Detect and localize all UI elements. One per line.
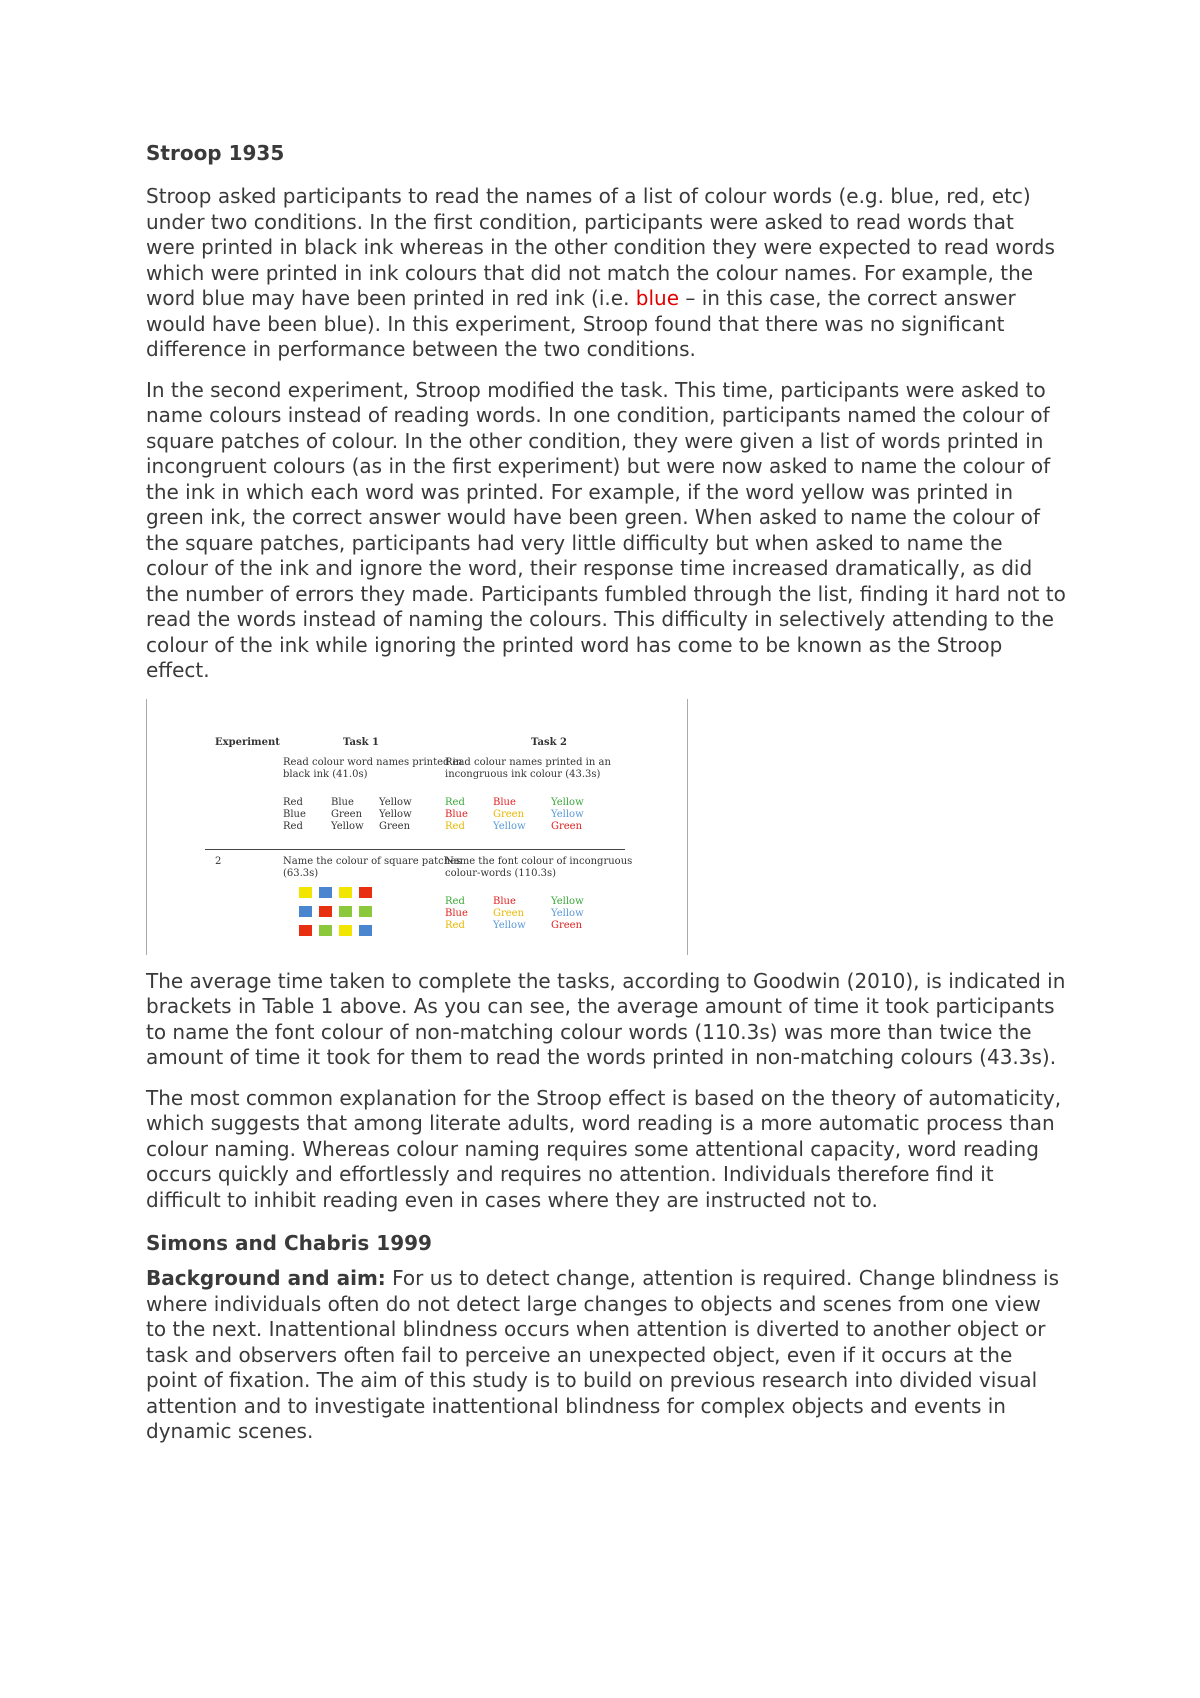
colour-square (359, 906, 372, 917)
colour-square (319, 925, 332, 936)
table-header-task2: Task 2 (531, 736, 567, 748)
black-word: Blue (331, 796, 354, 808)
colored-word: Green (493, 808, 525, 820)
colored-word: Green (493, 907, 525, 919)
colored-word: Yellow (551, 796, 584, 808)
row2-task2-desc-line2: colour-words (110.3s) (445, 867, 557, 879)
colored-word: Blue (493, 895, 516, 907)
colour-square (359, 925, 372, 936)
black-word: Yellow (331, 820, 364, 832)
stroop-paragraph-2: In the second experiment, Stroop modified the task. This time, participants were asked to name colours instead of reading words. In one condition, participants named the colour of square patches of colour. In the other condition, they were given a list of words printed in incongruent colours (as in the first experiment) but were now asked to name the colour of the ink in which each word was printed. For example, if the word yellow was printed in green ink, the correct answer would have been green. When asked to name the colour of the square patches, participants had very little difficulty but when asked to name the colour of the ink and ignore the word, their response time increased dramatically, as did the number of errors they made. Participants fumbled through the list, finding it hard not to read the words instead of naming the colours. This difficulty in selectively attending to the colour of the ink while ignoring the printed word has come to be known as the Stroop effect. (146, 377, 1066, 682)
black-word: Green (379, 820, 411, 832)
colored-word: Green (551, 919, 583, 931)
colour-square (299, 906, 312, 917)
stroop-table-figure (146, 699, 688, 955)
black-word: Red (283, 796, 303, 808)
colored-word: Blue (445, 907, 468, 919)
colour-square (339, 906, 352, 917)
black-word: Yellow (379, 796, 412, 808)
table-header-experiment: Experiment (215, 736, 280, 748)
row2-number: 2 (215, 855, 222, 867)
colored-word: Green (551, 820, 583, 832)
black-word: Green (331, 808, 363, 820)
colour-square (319, 887, 332, 898)
colour-square (299, 887, 312, 898)
stroop-p1-text-a: Stroop asked participants to read the names of a list of colour words (e.g. blue, red, etc) under two conditions. In the first condition, participants were asked to read words that were printed in black ink whereas in the other condition they were expected to read words which were printed in ink colours that did not match the colour names. For example, the word blue may have been printed in red ink (i.e. (146, 184, 1055, 310)
row1-task1-desc-line1: Read colour word names printed in (283, 756, 463, 768)
colored-word: Red (445, 820, 465, 832)
colored-word: Red (445, 919, 465, 931)
stroop-heading: Stroop 1935 (146, 141, 285, 165)
colored-word: Blue (445, 808, 468, 820)
stroop-paragraph-1 (146, 184, 1066, 363)
stroop-paragraph-4: The most common explanation for the Stroop effect is based on the theory of automaticity, which suggests that among literate adults, word reading is a more automatic process than colour naming. Whereas colour naming requires some attentional capacity, word reading occurs quickly and effortlessly and requires no attention. Individuals therefore find it difficult to inhibit reading even in cases where they are instructed not to. (146, 1085, 1062, 1212)
black-word: Blue (283, 808, 306, 820)
stroop-paragraph-3: The average time taken to complete the tasks, according to Goodwin (2010), is indicated in brackets in Table 1 above. As you can see, the average amount of time it took participants to name the font colour of non-matching colour words (110.3s) was more than twice the amount of time it took for them to read the words printed in non-matching colours (43.3s). (146, 968, 1066, 1069)
colour-square (339, 925, 352, 936)
row1-task1-desc-line2: black ink (41.0s) (283, 768, 368, 780)
background-aim-label: Background and aim: (146, 1266, 386, 1290)
row1-task2-desc-line1: Read colour names printed in an (445, 756, 611, 768)
red-word-example: blue (635, 286, 680, 310)
black-word: Yellow (379, 808, 412, 820)
colored-word: Blue (493, 796, 516, 808)
colored-word: Yellow (551, 808, 584, 820)
simons-paragraph-1 (146, 1266, 1066, 1445)
colour-square (359, 887, 372, 898)
table-divider (205, 849, 625, 850)
colored-word: Yellow (493, 919, 526, 931)
row2-task2-desc-line1: Name the font colour of incongruous (445, 855, 633, 867)
black-word: Red (283, 820, 303, 832)
colour-square (299, 925, 312, 936)
colour-square (339, 887, 352, 898)
colour-square (319, 906, 332, 917)
colored-word: Yellow (551, 907, 584, 919)
stroop-p1-text-b: – in this case, the correct answer would have been blue). In this experiment, Stroop found that there was no significant difference in performance between the two conditions. (146, 286, 1016, 361)
row1-task2-desc-line2: incongruous ink colour (43.3s) (445, 768, 601, 780)
document-page (146, 138, 1066, 1460)
table-header-task1: Task 1 (343, 736, 379, 748)
colored-word: Yellow (551, 895, 584, 907)
colored-word: Red (445, 796, 465, 808)
row2-task1-desc-line2: (63.3s) (283, 867, 319, 879)
simons-heading: Simons and Chabris 1999 (146, 1231, 432, 1255)
colored-word: Yellow (493, 820, 526, 832)
row2-task1-desc-line1: Name the colour of square patches (283, 855, 462, 867)
colored-word: Red (445, 895, 465, 907)
simons-p1-text: For us to detect change, attention is required. Change blindness is where individuals often do not detect large changes to objects and scenes from one view to the next. Inattentional blindness occurs when attention is diverted to another object or task and observers often fail to perceive an unexpected object, even if it occurs at the point of fixation. The aim of this study is to build on previous research into divided visual attention and to investigate inattentional blindness for complex objects and events in dynamic scenes. (146, 1266, 1059, 1443)
